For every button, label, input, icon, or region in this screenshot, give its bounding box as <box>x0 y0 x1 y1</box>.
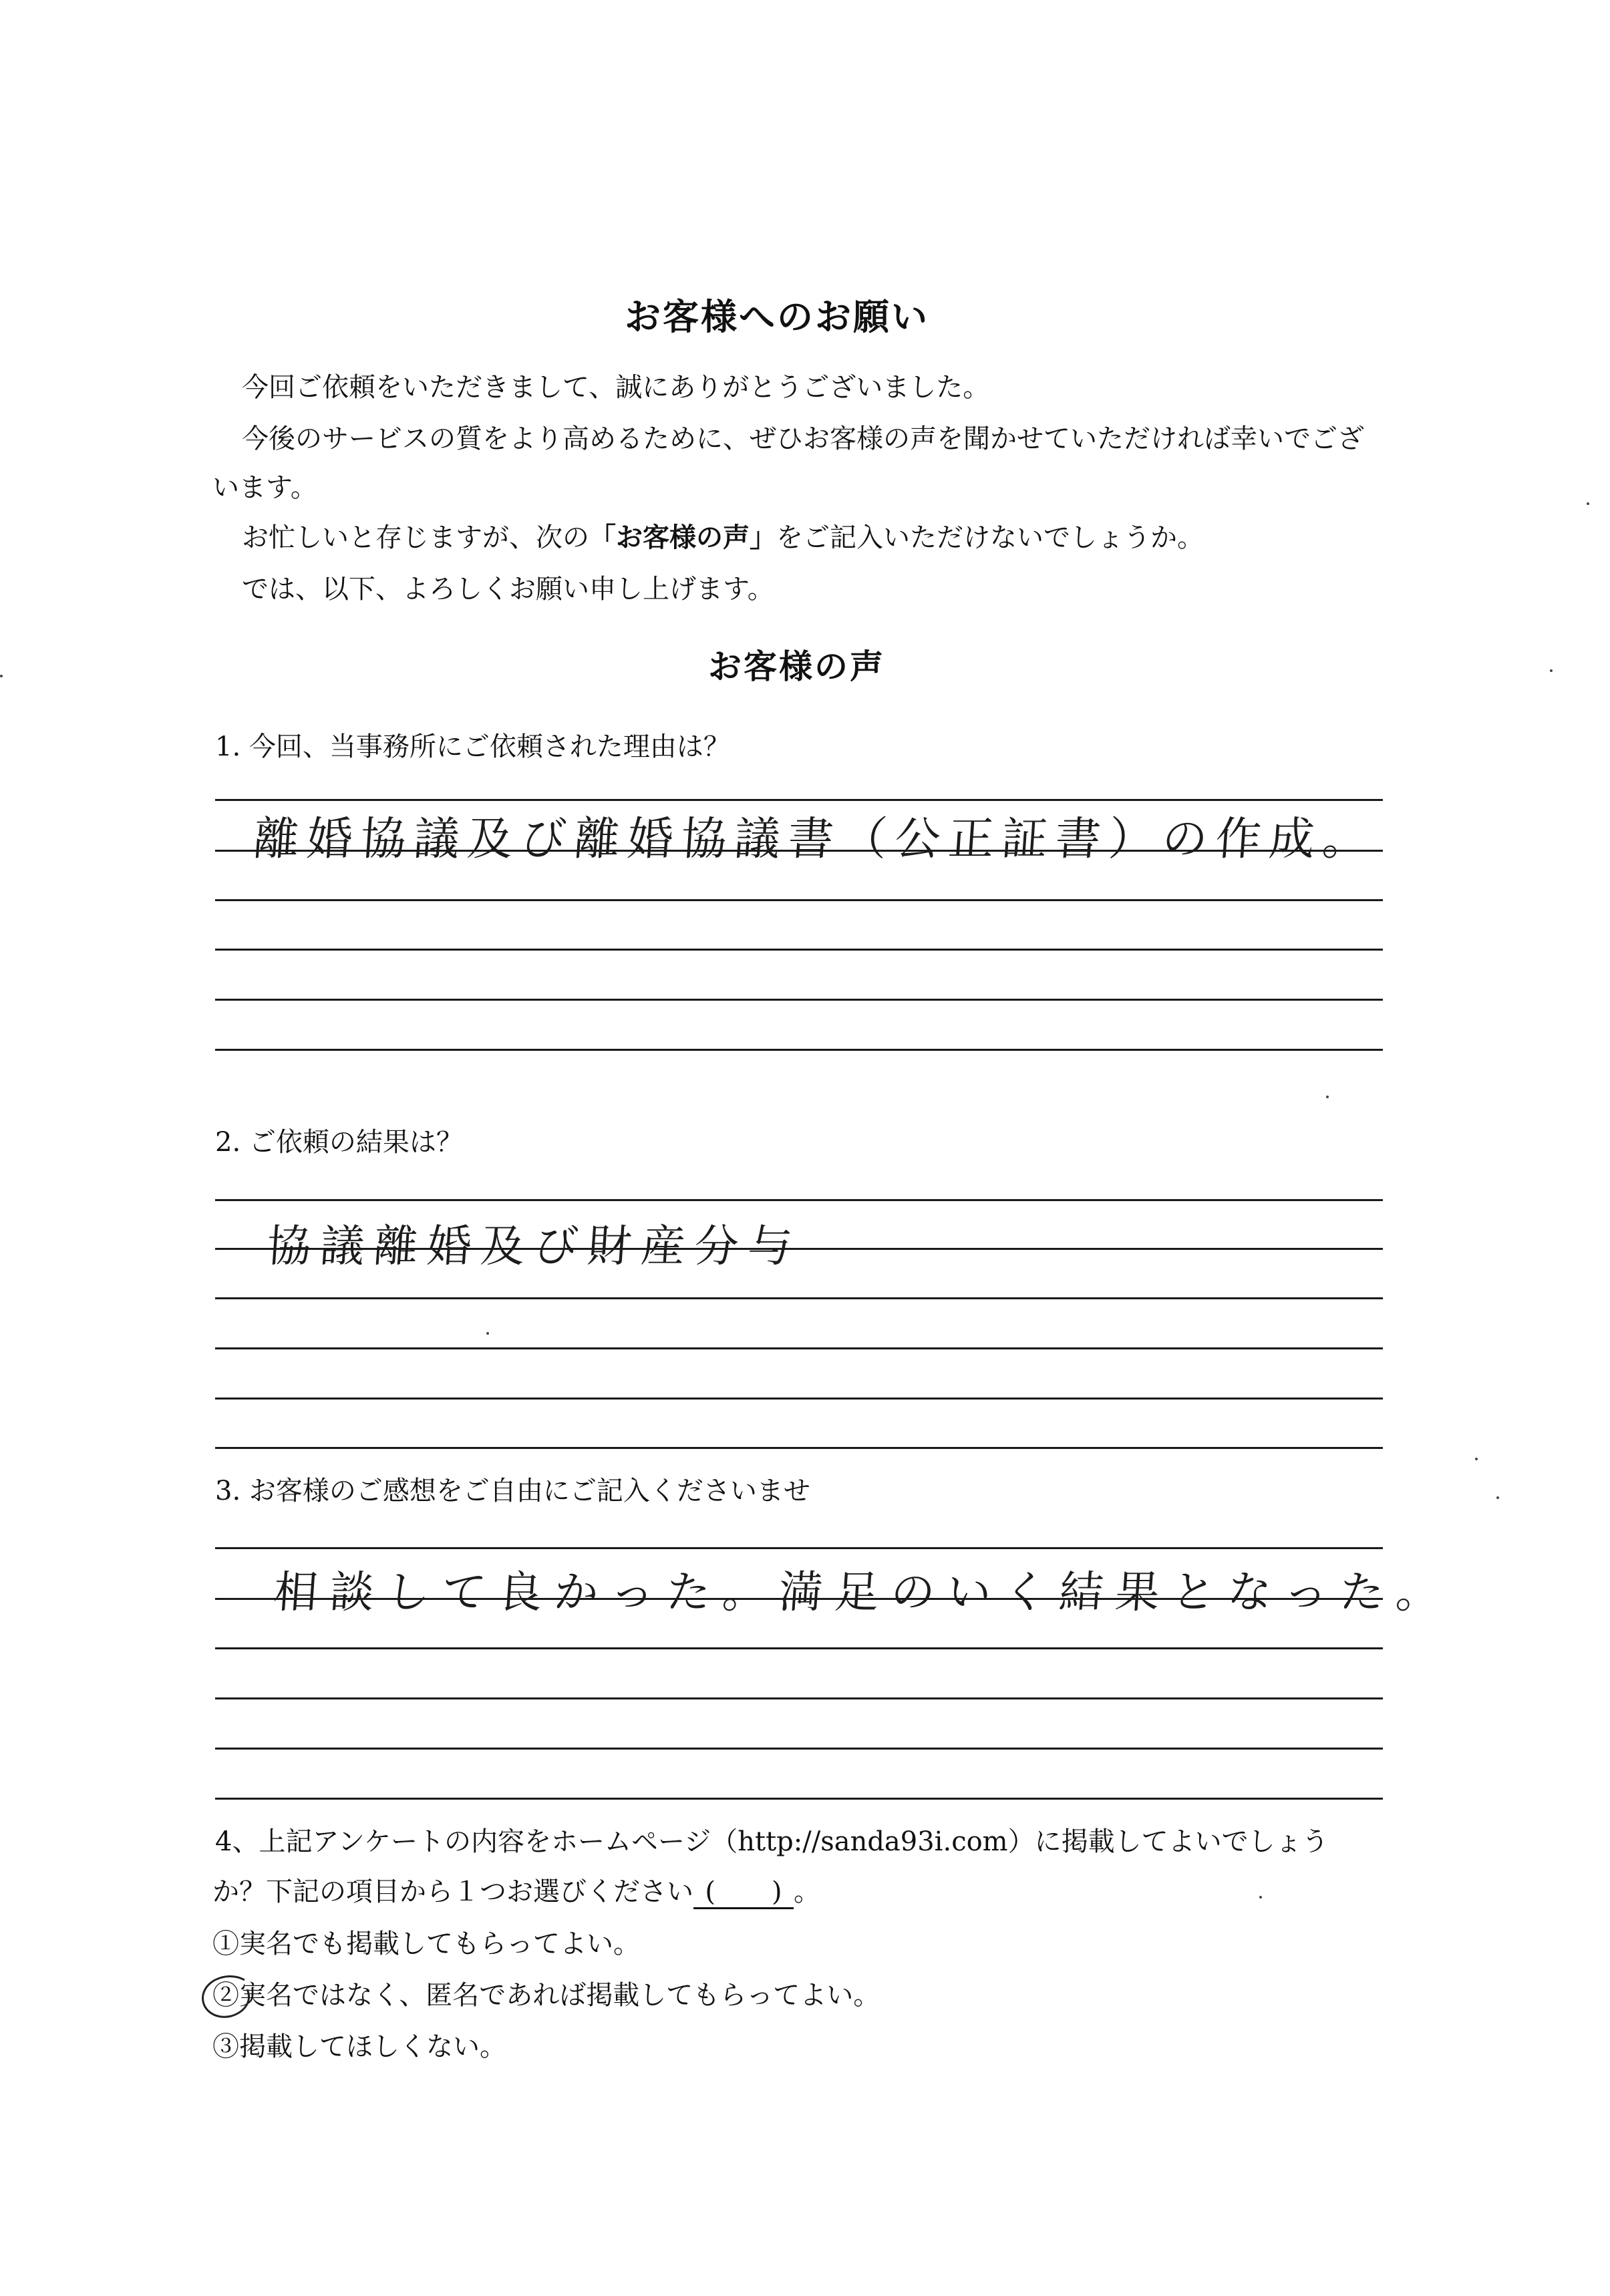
question-1-answer: 離婚協議及び離婚協議書（公正証書）の作成。 <box>251 813 1378 866</box>
question-4-line-2 <box>212 1870 820 1909</box>
intro-line-3: います。 <box>212 472 317 503</box>
intro-line-2: 今後のサービスの質をより高めるために、ぜひお客様の声を聞かせていただければ幸いでござ <box>242 424 1364 454</box>
section-heading: お客様の声 <box>708 647 885 686</box>
option-2: ②実名ではなく、匿名であれば掲載してもらってよい。 <box>212 1980 880 2011</box>
answer-line <box>215 799 1383 801</box>
answer-blank-close: ) <box>772 1876 782 1907</box>
intro-line-1: 今回ご依頼をいただきまして、誠にありがとうございました。 <box>242 372 990 403</box>
answer-line <box>215 1748 1383 1750</box>
question-4-period: 。 <box>794 1876 820 1907</box>
answer-line <box>215 1248 1383 1250</box>
question-4-line-1: 4、上記アンケートの内容をホームページ（http://sanda93i.com）に掲載してよいでしょう <box>215 1826 1329 1857</box>
answer-line <box>215 1398 1383 1400</box>
answer-line <box>215 999 1383 1001</box>
question-3-answer: 相談して良かった。満足のいく結果となった。 <box>271 1567 1454 1618</box>
answer-blank-open: ( <box>705 1876 715 1907</box>
intro-line-4-pre: お忙しいと存じますが、次の <box>242 522 589 553</box>
scan-speck <box>0 675 3 677</box>
selection-circle <box>198 1972 259 2023</box>
scan-speck <box>1496 1496 1499 1499</box>
answer-line <box>215 899 1383 901</box>
scan-speck <box>1587 502 1589 505</box>
intro-line-5: では、以下、よろしくお願い申し上げます。 <box>242 574 774 605</box>
answer-line <box>215 1447 1383 1449</box>
intro-line-4 <box>242 524 1204 551</box>
page-title: お客様へのお願い <box>625 295 929 338</box>
question-4-instruction: か？下記の項目から１つお選びください <box>212 1876 693 1907</box>
answer-line <box>215 1798 1383 1800</box>
answer-line <box>215 1697 1383 1699</box>
answer-line <box>215 1347 1383 1349</box>
question-3-label: 3. お客様のご感想をご自由にご記入くださいませ <box>215 1476 810 1506</box>
question-2-label: 2. ご依頼の結果は？ <box>215 1127 463 1158</box>
answer-line <box>215 949 1383 951</box>
scan-speck <box>486 1332 489 1335</box>
intro-emphasis: 「お客様の声」 <box>589 522 776 553</box>
option-3: ③掲載してほしくない。 <box>212 2031 506 2062</box>
question-1-label: 1. 今回、当事務所にご依頼された理由は？ <box>215 731 730 762</box>
answer-blank <box>693 1876 794 1909</box>
answer-line <box>215 1598 1383 1600</box>
answer-line <box>215 850 1383 852</box>
scan-speck <box>1259 1896 1262 1899</box>
intro-line-4-post: をご記入いただけないでしょうか。 <box>776 522 1204 553</box>
answer-line <box>215 1647 1383 1649</box>
scan-speck <box>1550 669 1553 672</box>
question-2-answer: 協議離婚及び財産分与 <box>265 1220 804 1272</box>
answer-line <box>215 1199 1383 1201</box>
option-1: ①実名でも掲載してもらってよい。 <box>212 1929 640 1959</box>
answer-line <box>215 1547 1383 1549</box>
answer-line <box>215 1049 1383 1051</box>
scan-speck <box>1326 1096 1329 1098</box>
answer-line <box>215 1297 1383 1299</box>
scan-speck <box>1475 1458 1478 1460</box>
